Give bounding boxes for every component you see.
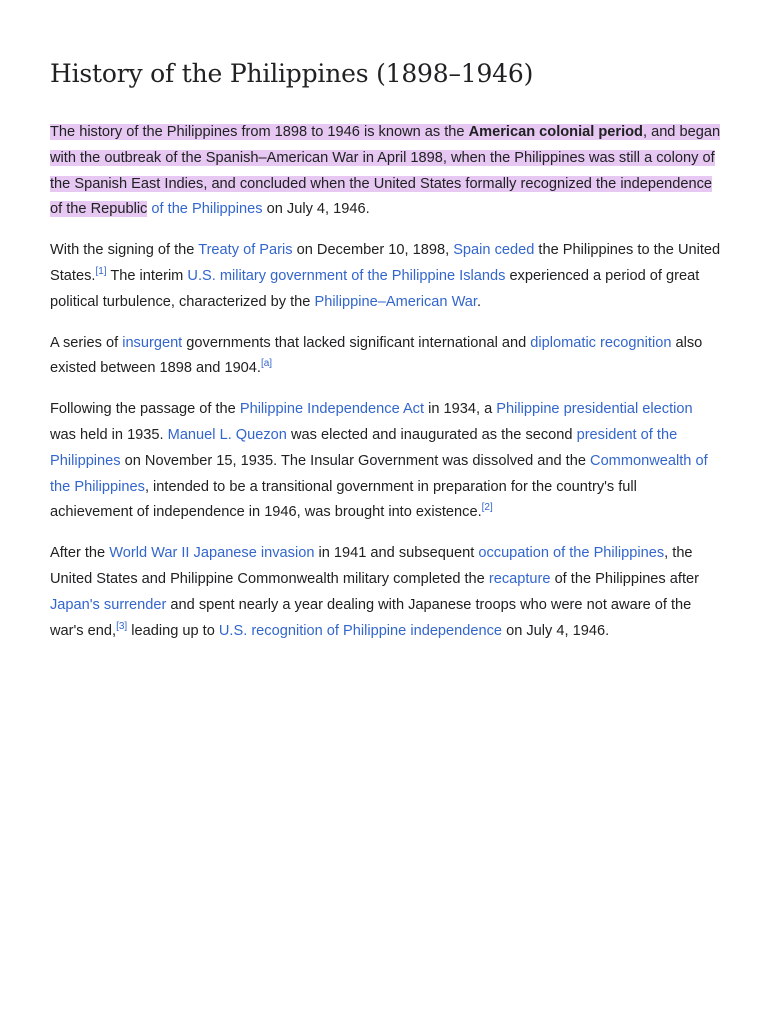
link-diplomatic-recognition[interactable]: diplomatic recognition: [530, 334, 672, 351]
text-span: With the signing of the: [50, 242, 199, 259]
link-spain[interactable]: Spain: [453, 242, 491, 259]
text-span: The interim: [106, 267, 188, 284]
text-span: on December 10, 1898,: [292, 242, 454, 259]
paragraph-world-war-ii: [50, 541, 722, 644]
link-ceded[interactable]: ceded: [494, 242, 535, 259]
text-span: A series of: [50, 334, 123, 351]
link-occupation[interactable]: occupation of the Philippines: [478, 545, 665, 562]
text-span: on July 4, 1946.: [502, 622, 610, 639]
text-span: governments that lacked significant international and: [182, 334, 531, 351]
text-span: , intended to be a transitional government in preparation for the country's full achievement of independence in 1946, was brought into existence.: [50, 478, 637, 521]
bold-term-american-colonial-period: American colonial period: [468, 124, 643, 140]
link-insurgent[interactable]: insurgent: [122, 334, 183, 351]
text-span: and spent nearly a year dealing with Japanese troops who were not aware of the war's end,: [50, 596, 692, 639]
page-title: History of the Philippines (1898–1946): [50, 59, 534, 88]
text-span: , and began with the outbreak of the Spanish–American War in April 1898, when the Philippines was still a colony of the Spanish East Indies, and concluded when the United States formally recognized the independence of the Republic: [50, 124, 721, 218]
link-japans-surrender[interactable]: Japan's surrender: [50, 596, 167, 613]
text-span: on July 4, 1946.: [262, 201, 370, 218]
paragraph-treaty: [50, 238, 722, 315]
text-span: .: [476, 293, 482, 310]
link-treaty-of-paris[interactable]: Treaty of Paris: [198, 242, 293, 259]
text-span: , the United States and Philippine Commonwealth military completed the: [50, 545, 693, 587]
text-span: Following the passage of the: [50, 401, 240, 418]
link-philippine-american-war[interactable]: Philippine–American War: [314, 293, 477, 310]
text-span: The history of the Philippines from 1898 to 1946 is known as the: [50, 124, 469, 140]
text-span: also existed between 1898 and 1904.: [50, 334, 703, 377]
text-span: on November 15, 1935. The Insular Government was dissolved and the: [120, 452, 591, 469]
link-japanese-invasion[interactable]: World War II Japanese invasion: [109, 545, 315, 562]
text-span: was held in 1935.: [50, 426, 168, 443]
intro-paragraph: [50, 120, 722, 223]
paragraph-independence-act: [50, 397, 722, 526]
link-us-military-government[interactable]: U.S. military government of the Philippine Islands: [187, 267, 506, 284]
text-span: After the: [50, 545, 110, 562]
text-span: in 1941 and subsequent: [314, 545, 479, 562]
reference-1[interactable]: [1]: [95, 266, 107, 278]
link-manuel-l-quezon[interactable]: Manuel L. Quezon: [167, 426, 287, 443]
link-president-of-the-philippines[interactable]: president of the Philippines: [50, 426, 678, 469]
link-recapture[interactable]: recapture: [488, 570, 551, 587]
text-span: of the Philippines after: [550, 570, 699, 587]
link-of-the-philippines[interactable]: of the Philippines: [147, 201, 263, 218]
reference-2[interactable]: [2]: [481, 502, 493, 514]
reference-3[interactable]: [3]: [116, 620, 128, 632]
reference-a[interactable]: [a]: [260, 358, 273, 370]
link-us-recognition[interactable]: U.S. recognition of Philippine independence: [218, 622, 503, 639]
link-presidential-election[interactable]: Philippine presidential election: [496, 401, 693, 418]
article-body: [50, 0, 722, 644]
text-span: was elected and inaugurated as the second: [286, 426, 577, 443]
text-span: experienced a period of great political turbulence, characterized by the: [50, 267, 700, 310]
text-span: the Philippines to the United States.: [50, 242, 721, 284]
link-commonwealth[interactable]: Commonwealth of the Philippines: [50, 452, 708, 495]
text-span: leading up to: [127, 622, 219, 639]
text-span: in 1934, a: [424, 401, 497, 418]
link-philippine-independence-act[interactable]: Philippine Independence Act: [239, 401, 425, 418]
paragraph-insurgent: [50, 331, 722, 383]
